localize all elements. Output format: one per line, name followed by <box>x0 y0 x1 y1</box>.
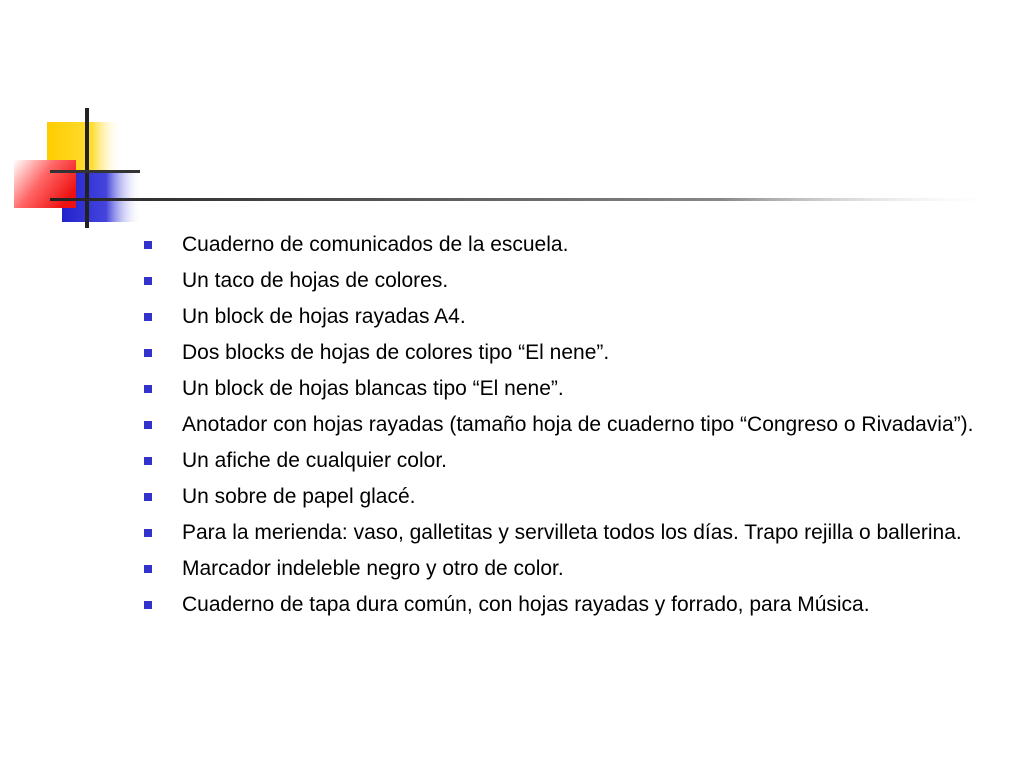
bullet-list <box>140 232 994 618</box>
list-item <box>140 376 994 402</box>
bullet-square-icon <box>144 313 152 321</box>
list-item <box>140 232 994 258</box>
bullet-square-icon <box>144 349 152 357</box>
vertical-rule <box>85 108 89 228</box>
list-item-text: Cuaderno de comunicados de la escuela. <box>182 233 569 256</box>
list-item <box>140 304 994 330</box>
bullet-square-icon <box>144 565 152 573</box>
bullet-square-icon <box>144 529 152 537</box>
list-item <box>140 448 994 474</box>
list-item-text: Anotador con hojas rayadas (tamaño hoja de cuaderno tipo “Congreso o Rivadavia”). <box>182 413 974 436</box>
list-item-text: Cuaderno de tapa dura común, con hojas rayadas y forrado, para Música. <box>182 593 870 616</box>
list-item <box>140 268 994 294</box>
list-item-text: Un sobre de papel glacé. <box>182 485 416 508</box>
bullet-square-icon <box>144 241 152 249</box>
bullet-square-icon <box>144 277 152 285</box>
slide-body <box>140 232 994 628</box>
list-item <box>140 412 994 438</box>
list-item <box>140 520 994 546</box>
bullet-square-icon <box>144 601 152 609</box>
short-horizontal-rule <box>50 170 140 173</box>
list-item-text: Un afiche de cualquier color. <box>182 449 447 472</box>
list-item <box>140 556 994 582</box>
bullet-square-icon <box>144 457 152 465</box>
list-item-text: Dos blocks de hojas de colores tipo “El nene”. <box>182 341 610 364</box>
title-rule <box>50 198 1010 201</box>
title-decoration <box>0 0 1024 240</box>
list-item-text: Marcador indeleble negro y otro de color. <box>182 557 564 580</box>
list-item-text: Un block de hojas rayadas A4. <box>182 305 466 328</box>
list-item <box>140 340 994 366</box>
bullet-square-icon <box>144 493 152 501</box>
list-item <box>140 592 994 618</box>
list-item-text: Un block de hojas blancas tipo “El nene”. <box>182 377 564 400</box>
list-item-text: Un taco de hojas de colores. <box>182 269 449 292</box>
list-item <box>140 484 994 510</box>
bullet-square-icon <box>144 421 152 429</box>
bullet-square-icon <box>144 385 152 393</box>
list-item-text: Para la merienda: vaso, galletitas y servilleta todos los días. Trapo rejilla o ballerina. <box>182 521 962 544</box>
